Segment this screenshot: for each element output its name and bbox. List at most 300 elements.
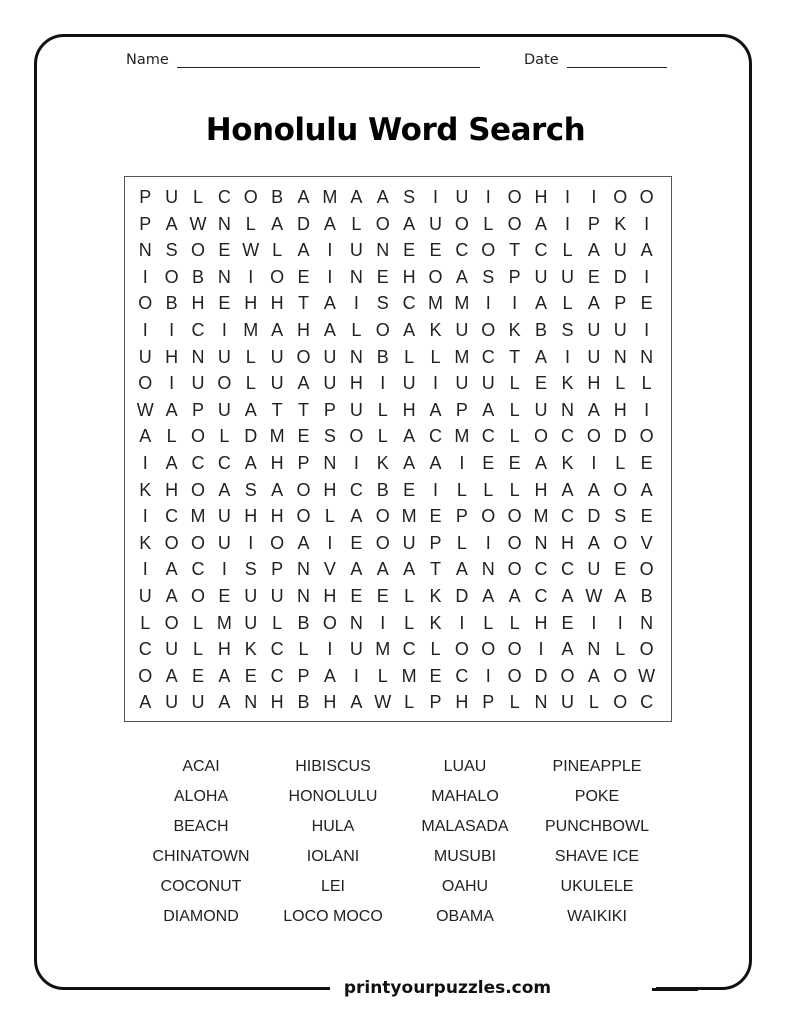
grid-letter: C (138, 639, 152, 660)
grid-letter: L (615, 373, 626, 394)
grid-letter: E (403, 479, 416, 500)
grid-letter: I (564, 213, 570, 234)
grid-letter: H (297, 319, 311, 340)
grid-letter: L (351, 213, 362, 234)
grid-letter: P (297, 665, 310, 686)
grid-letter: W (374, 692, 392, 713)
grid-letter: I (459, 612, 465, 633)
grid-letter: H (270, 692, 284, 713)
grid-letter: A (165, 585, 178, 606)
grid-letter: E (191, 665, 204, 686)
grid-letter: O (534, 426, 549, 447)
grid-letter: O (375, 319, 390, 340)
grid-letter: C (455, 665, 469, 686)
grid-letter: P (139, 187, 152, 207)
grid-letter: L (192, 612, 203, 633)
grid-letter: U (534, 399, 548, 420)
grid-letter: H (191, 293, 205, 314)
grid-letter: I (327, 266, 333, 287)
word-list-item: POKE (574, 788, 620, 805)
grid-letter: O (454, 213, 469, 234)
grid-letter: I (644, 319, 650, 340)
word-list-item: WAIKIKI (567, 908, 627, 925)
grid-letter: N (640, 612, 654, 633)
grid-letter: L (509, 426, 520, 447)
grid-letter: O (428, 266, 443, 287)
grid-letter: U (455, 373, 469, 394)
grid-letter: I (591, 187, 597, 207)
grid-letter: I (644, 399, 650, 420)
grid-letter: A (297, 532, 310, 553)
grid-letter: C (191, 452, 205, 473)
grid-letter: A (587, 240, 600, 261)
grid-letter: K (139, 532, 152, 553)
grid-letter: U (270, 585, 284, 606)
grid-letter: C (534, 559, 548, 580)
grid-letter: E (535, 373, 548, 394)
grid-letter: A (244, 399, 257, 420)
grid-letter: L (377, 665, 388, 686)
grid-letter: A (403, 559, 416, 580)
grid-letter: S (614, 506, 627, 527)
grid-letter: L (192, 187, 203, 207)
grid-letter: I (644, 266, 650, 287)
grid-letter: A (376, 559, 389, 580)
grid-letter: U (613, 319, 627, 340)
grid-letter: B (271, 187, 284, 207)
word-list-item: OAHU (441, 878, 489, 895)
word-list-item: SHAVE ICE (554, 848, 640, 865)
grid-letter: A (297, 240, 310, 261)
name-label: Name (126, 52, 169, 68)
grid-letter: E (297, 426, 310, 447)
grid-letter: B (376, 479, 389, 500)
grid-letter: V (640, 532, 653, 553)
grid-letter: D (455, 585, 469, 606)
grid-letter: E (429, 506, 442, 527)
grid-letter: U (217, 532, 231, 553)
grid-letter: O (243, 187, 258, 207)
word-list-item: OBAMA (436, 908, 494, 925)
word-list-item: HIBISCUS (295, 758, 371, 775)
grid-letter: C (349, 479, 363, 500)
grid-letter: I (617, 612, 623, 633)
grid-letter: A (218, 692, 231, 713)
grid-letter: B (297, 612, 310, 633)
grid-letter: N (217, 213, 231, 234)
grid-letter: H (270, 293, 284, 314)
grid-letter: C (217, 187, 231, 207)
grid-letter: O (481, 319, 496, 340)
grid-letter: L (430, 346, 441, 367)
grid-letter: A (403, 426, 416, 447)
grid-letter: O (138, 373, 153, 394)
grid-letter: L (219, 426, 230, 447)
grid-letter: L (404, 346, 415, 367)
grid-letter: D (613, 266, 627, 287)
grid-letter: I (221, 559, 227, 580)
grid-letter: O (296, 346, 311, 367)
grid-letter: D (244, 426, 258, 447)
grid-letter: L (562, 240, 573, 261)
grid-letter: I (327, 240, 333, 261)
grid-letter: H (244, 293, 258, 314)
grid-letter: B (376, 346, 389, 367)
word-list-item: MAHALO (431, 788, 499, 805)
grid-letter: T (509, 346, 521, 367)
grid-letter: O (454, 639, 469, 660)
grid-letter: L (483, 479, 494, 500)
grid-letter: K (429, 585, 442, 606)
grid-letter: H (455, 692, 469, 713)
name-field (126, 52, 480, 68)
grid-letter: A (271, 479, 284, 500)
grid-letter: C (481, 426, 495, 447)
grid-letter: I (591, 612, 597, 633)
grid-letter: O (190, 240, 205, 261)
grid-letter: B (165, 293, 178, 314)
grid-letter: E (508, 452, 521, 473)
grid-letter: O (164, 266, 179, 287)
grid-letter: A (587, 399, 600, 420)
grid-letter: A (376, 187, 389, 207)
grid-letter: A (455, 559, 468, 580)
grid-letter: N (191, 346, 205, 367)
grid-letter: A (244, 452, 257, 473)
grid-letter: I (248, 532, 254, 553)
grid-letter: E (614, 559, 627, 580)
grid-letter: V (323, 559, 336, 580)
grid-letter: H (349, 373, 363, 394)
grid-letter: L (324, 506, 335, 527)
grid-letter: E (350, 585, 363, 606)
word-list-item: PINEAPPLE (552, 758, 642, 775)
grid-letter: L (377, 399, 388, 420)
grid-letter: N (534, 532, 548, 553)
grid-letter: M (454, 346, 470, 367)
grid-letter: L (509, 612, 520, 633)
grid-letter: O (190, 426, 205, 447)
grid-letter: P (614, 293, 627, 314)
grid-letter: B (297, 692, 310, 713)
grid-letter: I (512, 293, 518, 314)
grid-letter: A (323, 293, 336, 314)
grid-letter: S (244, 559, 257, 580)
grid-letter: N (349, 346, 363, 367)
grid-letter: A (429, 399, 442, 420)
grid-letter: A (640, 479, 653, 500)
grid-letter: C (534, 240, 548, 261)
grid-letter: L (140, 612, 151, 633)
grid-letter: A (271, 213, 284, 234)
grid-letter: U (270, 373, 284, 394)
grid-letter: O (164, 612, 179, 633)
grid-letter: N (587, 639, 601, 660)
grid-letter: N (534, 692, 548, 713)
grid-letter: U (402, 532, 416, 553)
grid-letter: E (297, 266, 310, 287)
grid-letter: L (615, 452, 626, 473)
grid-letter: I (380, 373, 386, 394)
grid-letter: O (481, 639, 496, 660)
grid-letter: E (640, 452, 653, 473)
grid-letter: K (429, 612, 442, 633)
grid-letter: B (535, 319, 548, 340)
grid-letter: A (455, 266, 468, 287)
grid-letter: O (190, 532, 205, 553)
grid-letter: A (403, 452, 416, 473)
grid-letter: A (297, 373, 310, 394)
grid-letter: C (191, 319, 205, 340)
grid-letter: O (217, 373, 232, 394)
grid-letter: C (191, 559, 205, 580)
grid-letter: P (455, 399, 468, 420)
grid-letter: K (561, 452, 574, 473)
grid-letter: U (534, 266, 548, 287)
grid-letter: A (587, 479, 600, 500)
grid-letter: L (509, 399, 520, 420)
grid-letter: L (456, 532, 467, 553)
grid-letter: N (297, 559, 311, 580)
grid-letter: P (271, 559, 284, 580)
grid-letter: D (534, 665, 548, 686)
grid-letter: C (481, 346, 495, 367)
grid-letter: T (429, 559, 441, 580)
grid-letter: M (401, 506, 417, 527)
grid-letter: I (169, 373, 175, 394)
grid-letter: A (350, 559, 363, 580)
grid-letter: I (432, 373, 438, 394)
grid-letter: E (561, 612, 574, 633)
grid-letter: U (613, 240, 627, 261)
grid-letter: A (350, 692, 363, 713)
grid-letter: U (165, 639, 179, 660)
grid-letter: I (380, 612, 386, 633)
grid-letter: L (377, 426, 388, 447)
grid-letter: N (349, 266, 363, 287)
grid-letter: C (270, 665, 284, 686)
grid-letter: M (243, 319, 259, 340)
grid-letter: N (297, 585, 311, 606)
grid-letter: K (561, 373, 574, 394)
grid-letter: A (561, 585, 574, 606)
grid-letter: O (507, 559, 522, 580)
grid-letter: I (485, 187, 491, 207)
grid-letter: L (272, 612, 283, 633)
grid-letter: U (455, 319, 469, 340)
grid-letter: N (376, 240, 390, 261)
grid-letter: I (248, 266, 254, 287)
grid-letter: T (298, 399, 310, 420)
grid-letter: W (638, 665, 656, 686)
grid-letter: H (587, 373, 601, 394)
grid-letter: L (562, 293, 573, 314)
grid-letter: O (507, 665, 522, 686)
grid-letter: O (639, 426, 654, 447)
grid-letter: U (349, 399, 363, 420)
grid-letter: O (375, 506, 390, 527)
grid-letter: H (165, 346, 179, 367)
grid-letter: N (560, 399, 574, 420)
grid-letter: I (564, 346, 570, 367)
grid-letter: P (429, 532, 442, 553)
date-label: Date (524, 52, 559, 68)
grid-letter: O (507, 532, 522, 553)
grid-letter: L (430, 639, 441, 660)
grid-letter: C (640, 692, 654, 713)
grid-letter: E (376, 585, 389, 606)
word-list-item: MUSUBI (433, 848, 497, 865)
grid-letter: S (244, 479, 257, 500)
grid-letter: E (376, 266, 389, 287)
grid-letter: M (216, 612, 232, 633)
grid-letter: O (613, 187, 628, 207)
grid-letter: N (481, 559, 495, 580)
letter-grid (132, 184, 660, 716)
word-list-item: UKULELE (560, 878, 634, 895)
grid-letter: A (271, 319, 284, 340)
grid-letter: O (322, 612, 337, 633)
grid-letter: H (165, 479, 179, 500)
word-list (135, 756, 663, 936)
grid-letter: H (323, 692, 337, 713)
grid-letter: U (191, 373, 205, 394)
grid-letter: A (350, 506, 363, 527)
word-list-item: DIAMOND (163, 908, 239, 925)
grid-letter: K (376, 452, 389, 473)
grid-letter: K (508, 319, 521, 340)
grid-letter: P (587, 213, 600, 234)
grid-letter: C (165, 506, 179, 527)
grid-letter: L (456, 479, 467, 500)
grid-letter: U (349, 639, 363, 660)
grid-letter: I (485, 293, 491, 314)
grid-letter: L (272, 240, 283, 261)
grid-letter: I (142, 506, 148, 527)
grid-letter: A (535, 213, 548, 234)
word-list-item: ACAI (182, 758, 220, 775)
grid-letter: I (353, 293, 359, 314)
grid-letter: E (218, 240, 231, 261)
grid-letter: L (509, 692, 520, 713)
grid-letter: E (640, 293, 653, 314)
grid-letter: L (245, 213, 256, 234)
grid-letter: E (350, 532, 363, 553)
grid-letter: A (535, 452, 548, 473)
grid-letter: H (217, 639, 231, 660)
grid-letter: I (142, 559, 148, 580)
grid-letter: H (323, 479, 337, 500)
grid-letter: H (323, 585, 337, 606)
grid-letter: A (587, 532, 600, 553)
grid-letter: U (138, 585, 152, 606)
grid-letter: A (139, 692, 152, 713)
grid-letter: C (428, 426, 442, 447)
grid-letter: U (323, 373, 337, 394)
grid-letter: I (564, 187, 570, 207)
grid-letter: A (403, 319, 416, 340)
grid-letter: A (640, 240, 653, 261)
grid-letter: L (509, 479, 520, 500)
grid-letter: U (402, 373, 416, 394)
grid-letter: P (139, 213, 152, 234)
grid-letter: A (323, 665, 336, 686)
grid-letter: C (217, 452, 231, 473)
grid-letter: L (588, 692, 599, 713)
grid-letter: A (165, 665, 178, 686)
footer-rule-right (652, 988, 698, 991)
grid-letter: H (402, 266, 416, 287)
word-list-item: MALASADA (421, 818, 509, 835)
grid-letter: O (375, 213, 390, 234)
word-list-item: IOLANI (306, 848, 360, 865)
word-list-item: PUNCHBOWL (544, 818, 649, 835)
grid-letter: H (270, 506, 284, 527)
grid-letter: S (376, 293, 389, 314)
grid-letter: A (165, 452, 178, 473)
grid-letter: K (244, 639, 257, 660)
grid-letter: I (432, 479, 438, 500)
grid-letter: E (429, 665, 442, 686)
grid-letter: C (455, 240, 469, 261)
page-title: Honolulu Word Search (205, 112, 586, 148)
grid-letter: L (351, 319, 362, 340)
grid-letter: A (587, 293, 600, 314)
grid-letter: K (614, 213, 627, 234)
grid-letter: L (245, 373, 256, 394)
grid-letter: M (454, 426, 470, 447)
grid-letter: U (587, 559, 601, 580)
grid-letter: O (560, 665, 575, 686)
grid-letter: E (429, 240, 442, 261)
grid-letter: K (429, 319, 442, 340)
grid-letter: P (323, 399, 336, 420)
grid-letter: D (587, 506, 601, 527)
grid-letter: U (428, 213, 442, 234)
grid-letter: E (218, 585, 231, 606)
grid-letter: D (613, 426, 627, 447)
grid-letter: L (298, 639, 309, 660)
grid-letter: W (136, 399, 154, 420)
grid-letter: S (165, 240, 178, 261)
grid-letter: E (244, 665, 257, 686)
grid-letter: U (138, 346, 152, 367)
grid-letter: W (585, 585, 603, 606)
grid-letter: U (191, 692, 205, 713)
grid-letter: I (538, 639, 544, 660)
grid-letter: A (587, 665, 600, 686)
grid-letter: A (139, 426, 152, 447)
grid-letter: O (270, 266, 285, 287)
grid-letter: O (613, 665, 628, 686)
grid-letter: O (270, 532, 285, 553)
grid-letter: I (169, 319, 175, 340)
grid-letter: N (138, 240, 152, 261)
grid-letter: E (482, 452, 495, 473)
grid-letter: L (641, 373, 652, 394)
grid-letter: M (375, 639, 391, 660)
grid-letter: I (353, 452, 359, 473)
grid-letter: B (191, 266, 204, 287)
grid-letter: E (218, 293, 231, 314)
grid-letter: L (483, 213, 494, 234)
grid-letter: W (242, 240, 260, 261)
grid-letter: N (244, 692, 258, 713)
grid-letter: T (298, 293, 310, 314)
grid-letter: H (534, 479, 548, 500)
grid-letter: O (164, 532, 179, 553)
grid-letter: U (349, 240, 363, 261)
